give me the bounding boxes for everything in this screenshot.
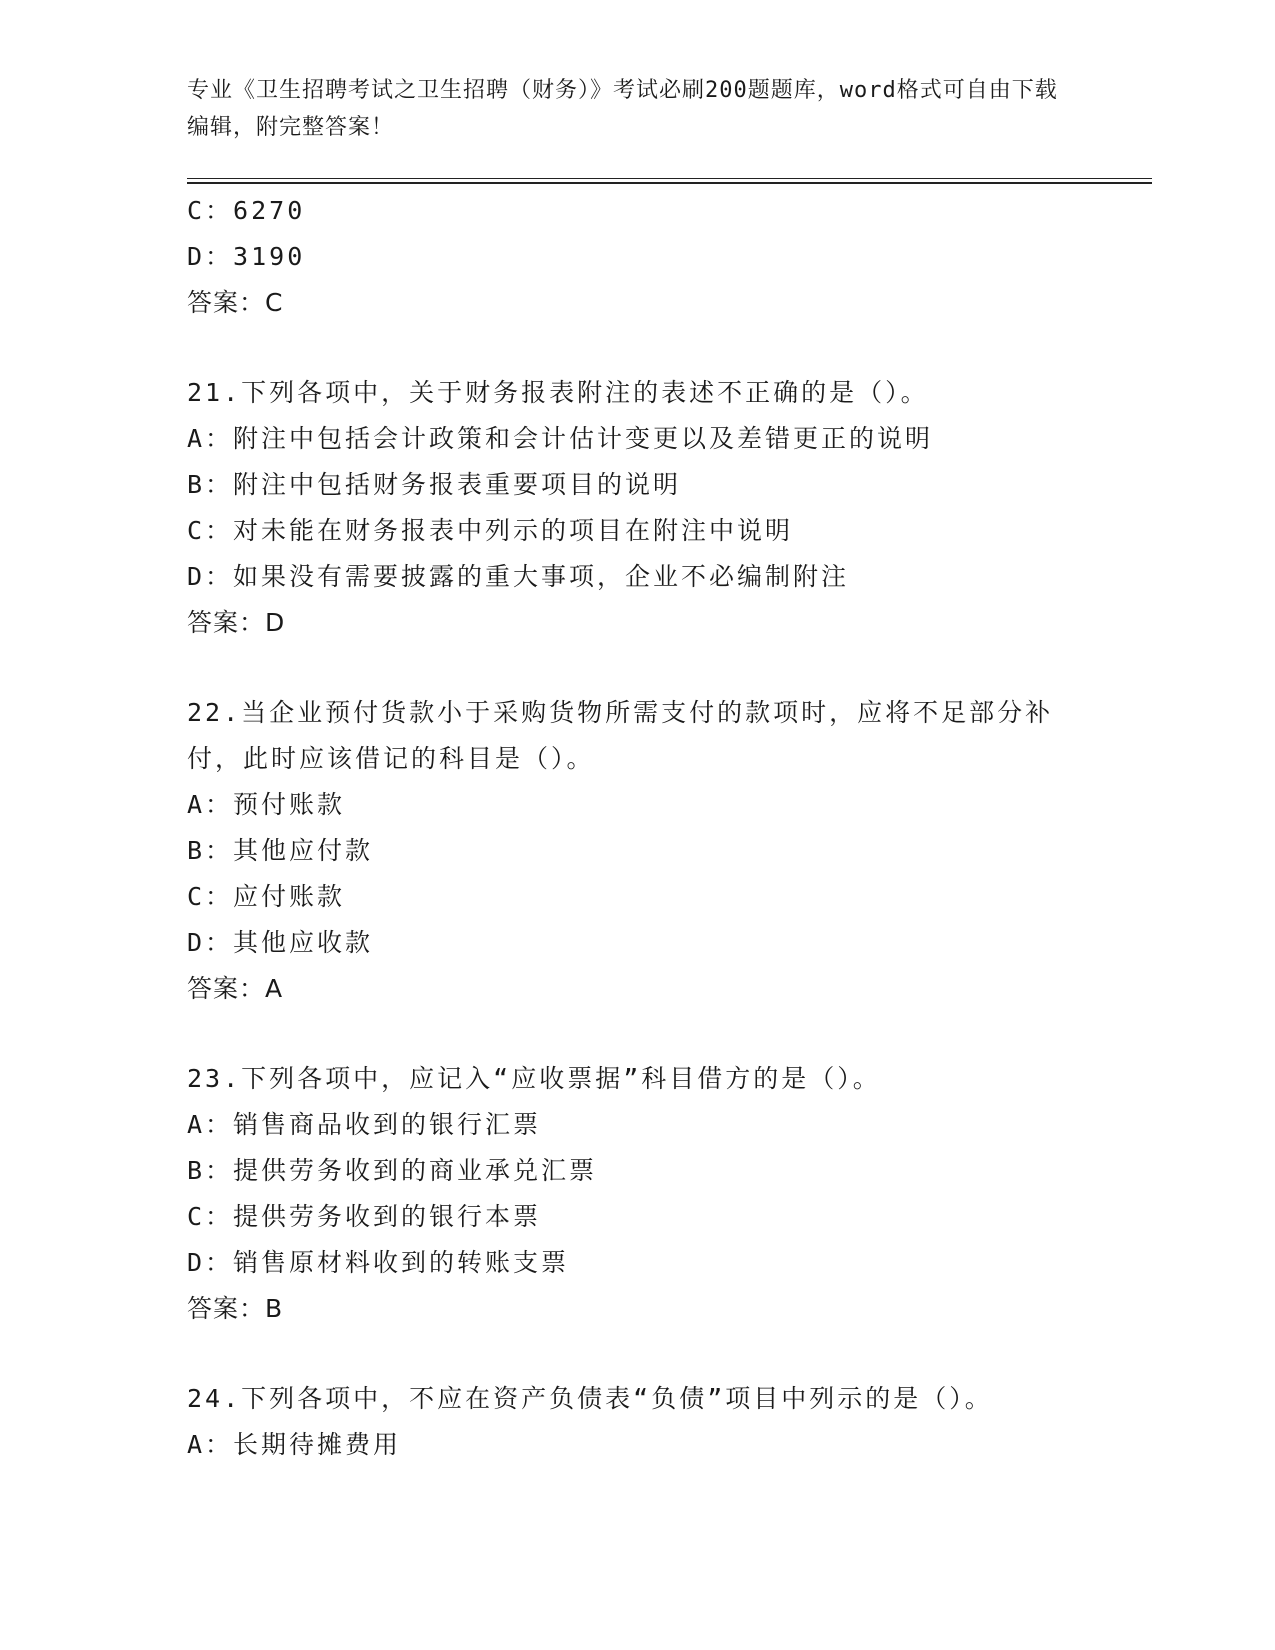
option-d: D：3190 xyxy=(187,242,306,271)
question-stem: 23.下列各项中，应记入“应收票据”科目借方的是（）。 xyxy=(187,1064,881,1093)
option-c: C：6270 xyxy=(187,196,306,225)
question-21 xyxy=(187,370,1087,646)
question-stem: 21.下列各项中，关于财务报表附注的表述不正确的是（）。 xyxy=(187,378,929,407)
option-a: A：预付账款 xyxy=(187,790,346,819)
option-d: D：如果没有需要披露的重大事项，企业不必编制附注 xyxy=(187,562,850,591)
option-b: B：其他应付款 xyxy=(187,836,374,865)
header-text: 专业《卫生招聘考试之卫生招聘（财务）》考试必刷200题题库，word格式可自由下载编辑，附完整答案！ xyxy=(187,78,1058,140)
option-b: B：提供劳务收到的商业承兑汇票 xyxy=(187,1156,598,1185)
option-a: A：长期待摊费用 xyxy=(187,1430,402,1459)
document-header xyxy=(187,72,1067,146)
question-22 xyxy=(187,690,1087,1012)
question-23 xyxy=(187,1056,1087,1332)
spacer xyxy=(187,326,1087,370)
header-divider-thick xyxy=(187,182,1152,184)
question-list xyxy=(187,188,1087,1468)
spacer xyxy=(187,1012,1087,1056)
question-stem: 22.当企业预付货款小于采购货物所需支付的款项时，应将不足部分补付，此时应该借记的科目是（）。 xyxy=(187,698,1054,773)
question-stem: 24.下列各项中，不应在资产负债表“负债”项目中列示的是（）。 xyxy=(187,1384,993,1413)
option-a: A：附注中包括会计政策和会计估计变更以及差错更正的说明 xyxy=(187,424,934,453)
spacer xyxy=(187,1332,1087,1376)
option-d: D：其他应收款 xyxy=(187,928,374,957)
option-c: C：对未能在财务报表中列示的项目在附注中说明 xyxy=(187,516,794,545)
answer: 答案：A xyxy=(187,974,284,1003)
question-24 xyxy=(187,1376,1087,1468)
answer: 答案：B xyxy=(187,1294,284,1323)
option-b: B：附注中包括财务报表重要项目的说明 xyxy=(187,470,682,499)
question-20-tail xyxy=(187,188,1087,326)
answer: 答案：C xyxy=(187,288,284,317)
spacer xyxy=(187,646,1087,690)
header-divider-thin xyxy=(187,178,1152,179)
option-a: A：销售商品收到的银行汇票 xyxy=(187,1110,542,1139)
option-c: C：应付账款 xyxy=(187,882,346,911)
option-d: D：销售原材料收到的转账支票 xyxy=(187,1248,570,1277)
answer: 答案：D xyxy=(187,608,286,637)
option-c: C：提供劳务收到的银行本票 xyxy=(187,1202,542,1231)
